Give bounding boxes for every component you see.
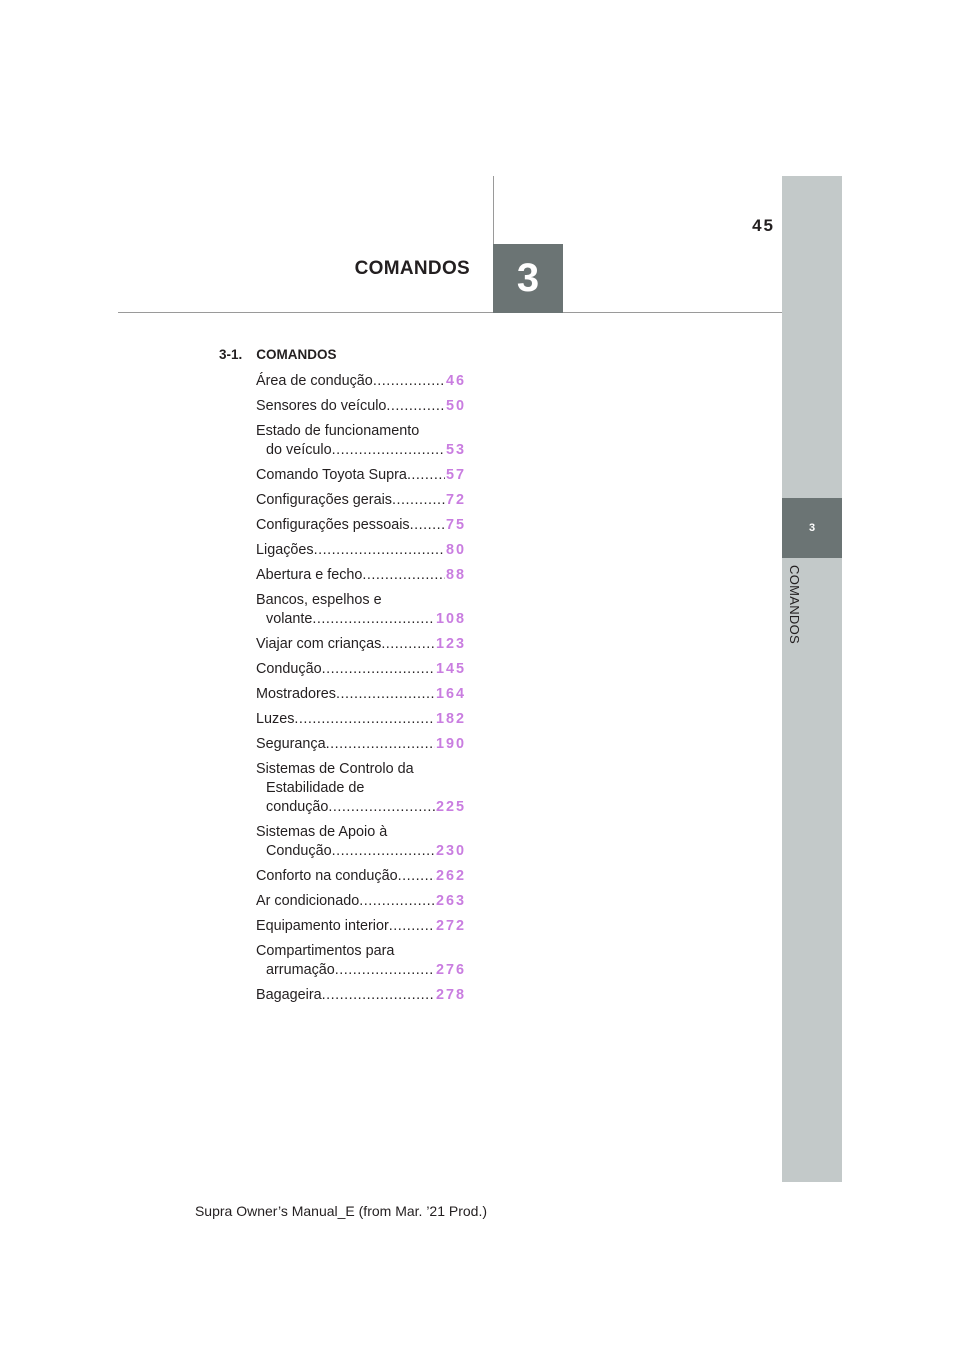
toc-leader-dots: [312, 610, 435, 629]
toc-entry-label: Viajar com crianças: [256, 636, 382, 652]
toc-page-link[interactable]: 53: [445, 442, 466, 458]
chapter-title: COMANDOS: [354, 258, 470, 279]
toc-page-link[interactable]: 182: [435, 711, 466, 727]
toc-entry-label: Estabilidade de: [266, 780, 365, 796]
toc-page-link[interactable]: 278: [435, 987, 466, 1003]
header-vertical-rule: [493, 176, 494, 244]
toc-leader-dots: [332, 441, 445, 460]
toc-page-link[interactable]: 123: [435, 636, 466, 652]
toc-page-link[interactable]: 80: [445, 542, 466, 558]
toc-leader-dots: [322, 660, 435, 679]
toc-entry-label: Sensores do veículo: [256, 398, 387, 414]
toc-page-link[interactable]: 272: [435, 918, 466, 934]
toc-page-link[interactable]: 46: [445, 373, 466, 389]
toc-entry[interactable]: [256, 466, 466, 485]
toc-entry[interactable]: [256, 397, 466, 416]
side-tab-label: COMANDOS: [787, 565, 802, 644]
toc-leader-dots: [386, 397, 445, 416]
toc-entry[interactable]: [256, 541, 466, 560]
toc-entry-label: Ar condicionado: [256, 893, 360, 909]
toc-leader-dots: [314, 541, 445, 560]
toc-leader-dots: [398, 867, 435, 886]
toc-entry-label: Sistemas de Controlo da: [256, 761, 414, 777]
toc-entry-label: Estado de funcionamento: [256, 423, 420, 439]
toc-entry-label: Equipamento interior: [256, 918, 389, 934]
toc-entry[interactable]: [256, 516, 466, 535]
table-of-contents: [256, 372, 466, 1011]
section-number: 3-1.: [219, 347, 243, 362]
toc-leader-dots: [359, 892, 435, 911]
toc-entry[interactable]: [256, 942, 466, 980]
toc-leader-dots: [389, 917, 435, 936]
chapter-number-box: 3: [493, 244, 563, 313]
toc-entry-label: Compartimentos para: [256, 943, 395, 959]
toc-entry[interactable]: [256, 735, 466, 754]
toc-entry-label: Mostradores: [256, 686, 336, 702]
toc-entry[interactable]: [256, 635, 466, 654]
toc-leader-dots: [373, 372, 445, 391]
toc-entry-label: Condução: [266, 843, 332, 859]
toc-entry[interactable]: [256, 710, 466, 729]
section-title: COMANDOS: [256, 347, 337, 362]
toc-leader-dots: [332, 842, 435, 861]
toc-entry[interactable]: [256, 867, 466, 886]
toc-entry-label: Segurança: [256, 736, 326, 752]
toc-entry-label: Ligações: [256, 542, 314, 558]
toc-entry[interactable]: [256, 823, 466, 861]
toc-entry-label: Comando Toyota Supra: [256, 467, 407, 483]
toc-page-link[interactable]: 75: [445, 517, 466, 533]
toc-entry[interactable]: [256, 660, 466, 679]
toc-entry-label: Conforto na condução: [256, 868, 398, 884]
toc-entry-label: Bancos, espelhos e: [256, 592, 382, 608]
toc-page-link[interactable]: 164: [435, 686, 466, 702]
toc-entry-label: do veículo: [266, 442, 332, 458]
toc-entry-label: Bagageira: [256, 987, 322, 1003]
toc-page-link[interactable]: 190: [435, 736, 466, 752]
page-number: 45: [752, 216, 775, 235]
toc-page-link[interactable]: 263: [435, 893, 466, 909]
side-thumb-band: [782, 176, 842, 1182]
side-tab-number[interactable]: 3: [782, 498, 842, 558]
toc-leader-dots: [328, 798, 435, 817]
toc-entry[interactable]: [256, 491, 466, 510]
toc-leader-dots: [336, 685, 435, 704]
header-horizontal-rule: [118, 312, 782, 313]
footer-text: Supra Owner’s Manual_E (from Mar. ’21 Prod.): [194, 1203, 488, 1219]
toc-page-link[interactable]: 88: [445, 567, 466, 583]
toc-entry[interactable]: [256, 986, 466, 1005]
toc-leader-dots: [335, 961, 435, 980]
toc-entry-label: arrumação: [266, 962, 335, 978]
toc-entry[interactable]: [256, 591, 466, 629]
toc-leader-dots: [322, 986, 435, 1005]
toc-entry-label: Sistemas de Apoio à: [256, 824, 388, 840]
toc-entry-label: Abertura e fecho: [256, 567, 363, 583]
toc-entry-label: condução: [266, 799, 329, 815]
toc-page-link[interactable]: 230: [435, 843, 466, 859]
toc-page-link[interactable]: 50: [445, 398, 466, 414]
section-heading: [219, 347, 337, 362]
toc-entry[interactable]: [256, 422, 466, 460]
toc-entry[interactable]: [256, 685, 466, 704]
toc-entry-label: Área de condução: [256, 373, 373, 389]
toc-entry-label: Configurações gerais: [256, 492, 392, 508]
toc-entry[interactable]: [256, 566, 466, 585]
toc-page-link[interactable]: 108: [435, 611, 466, 627]
toc-entry-label: volante: [266, 611, 313, 627]
toc-entry-label: Condução: [256, 661, 322, 677]
toc-page-link[interactable]: 72: [445, 492, 466, 508]
toc-page-link[interactable]: 276: [435, 962, 466, 978]
toc-leader-dots: [294, 710, 435, 729]
toc-page-link[interactable]: 225: [435, 799, 466, 815]
toc-leader-dots: [410, 516, 445, 535]
toc-page-link[interactable]: 145: [435, 661, 466, 677]
toc-entry[interactable]: [256, 760, 466, 817]
toc-leader-dots: [381, 635, 435, 654]
toc-leader-dots: [326, 735, 435, 754]
toc-leader-dots: [392, 491, 445, 510]
toc-entry[interactable]: [256, 892, 466, 911]
toc-leader-dots: [407, 466, 445, 485]
toc-entry-label: Luzes: [256, 711, 295, 727]
toc-page-link[interactable]: 57: [445, 467, 466, 483]
toc-leader-dots: [362, 566, 445, 585]
toc-entry[interactable]: [256, 372, 466, 391]
toc-entry-label: Configurações pessoais: [256, 517, 410, 533]
toc-page-link[interactable]: 262: [435, 868, 466, 884]
toc-entry[interactable]: [256, 917, 466, 936]
